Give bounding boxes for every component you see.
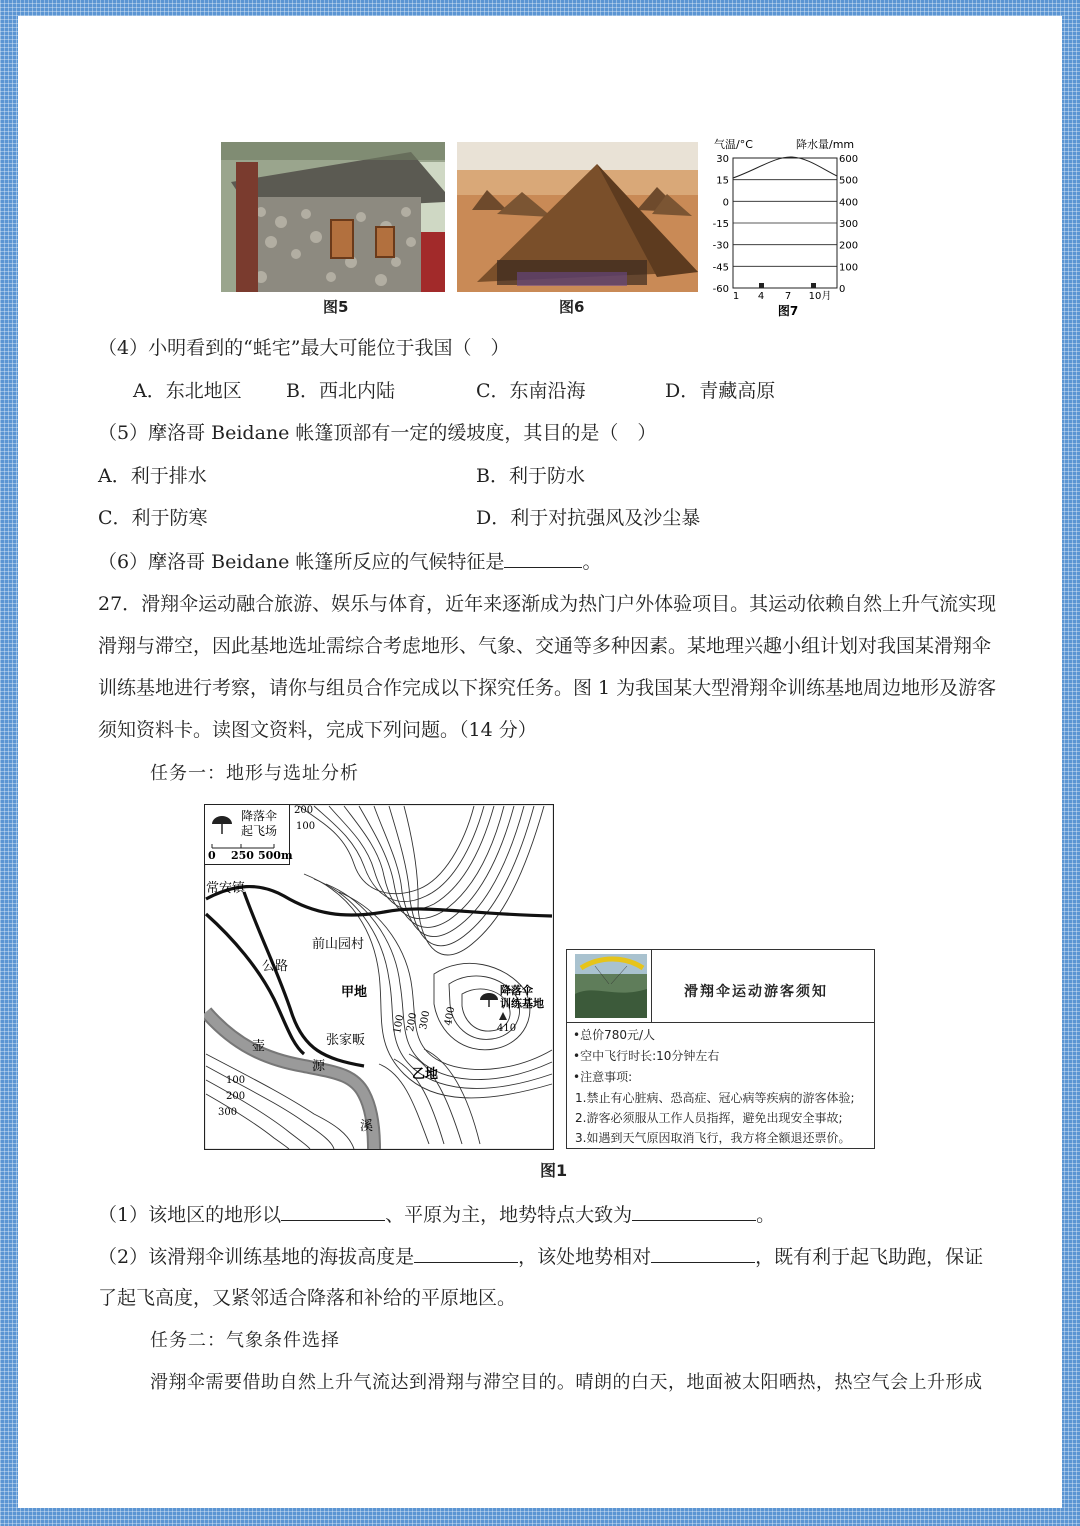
q4-option-d: D．青藏高原 — [665, 380, 776, 402]
notice-item-1: 1.禁止有心脏病、恐高症、冠心病等疾病的游客体验; — [575, 1091, 855, 1105]
q4-option-c: C．东南沿海 — [476, 380, 586, 402]
subq1-pre: （1）该地区的地形以 — [98, 1204, 282, 1226]
map-river-char-3: 溪 — [360, 1119, 374, 1134]
fig7-temp-tick: -60 — [712, 284, 729, 295]
q5-option-c: C．利于防寒 — [98, 507, 208, 529]
q5-option-a: A．利于排水 — [98, 465, 207, 487]
legend-name-1: 降落伞 — [241, 809, 278, 823]
subq2-post: ，既有利于起飞助跑，保证 — [755, 1246, 984, 1268]
legend-contour-100: 100 — [296, 821, 316, 832]
map-contour-mid-200: 200 — [405, 1011, 420, 1033]
subq1-mid: 、平原为主，地势特点大致为 — [385, 1204, 633, 1226]
fig6-caption: 图6 — [559, 298, 585, 316]
scale-250: 250 — [231, 849, 254, 862]
fig7-temp-label: 气温/°C — [714, 138, 753, 151]
legend-name-2: 起飞场 — [241, 824, 278, 838]
q5-option-d: D．利于对抗强风及沙尘暴 — [476, 507, 701, 529]
map-contour-100: 100 — [226, 1075, 246, 1086]
q27-line-4: 须知资料卡。读图文资料，完成下列问题。（14 分） — [98, 719, 537, 741]
fig7-temp-tick: -15 — [712, 219, 729, 230]
fig7-month-tick: 10月 — [808, 291, 832, 302]
notice-item-3: 3.如遇到天气原因取消飞行，我方将全额退还票价。 — [575, 1131, 851, 1145]
q4-option-a: A．东北地区 — [133, 380, 242, 402]
fig7-precip-tick: 400 — [839, 197, 859, 209]
map-yi-label: 乙地 — [412, 1067, 439, 1082]
map-jia-label: 甲地 — [341, 985, 368, 1000]
q6-line — [98, 549, 601, 574]
q5-stem: （5）摩洛哥 Beidane 帐篷顶部有一定的缓坡度，其目的是（ ） — [98, 422, 657, 444]
map-road-label: 公路 — [262, 959, 289, 974]
paraglider-photo — [575, 954, 647, 1018]
fig7-precip-tick: 600 — [839, 154, 859, 165]
subq2-blank-1[interactable] — [414, 1244, 518, 1263]
map-contour-200: 200 — [226, 1091, 246, 1102]
subq1-blank-1[interactable] — [281, 1202, 385, 1221]
subq1-blank-2[interactable] — [632, 1202, 756, 1221]
fig5-photo — [221, 142, 445, 292]
scale-500: 500m — [258, 849, 293, 862]
notice-price: •总价780元/人 — [573, 1028, 656, 1042]
fig7-temp-tick: 15 — [716, 175, 729, 187]
task2-text: 滑翔伞需要借助自然上升气流达到滑翔与滞空目的。晴朗的白天，地面被太阳晒热，热空气会上升形成 — [150, 1372, 983, 1393]
map-zhangjiafan-label: 张家畈 — [326, 1033, 366, 1048]
map-contour-mid-400: 400 — [443, 1005, 458, 1027]
fig7-month-tick: 1 — [732, 291, 740, 302]
fig7-precip-tick: 300 — [839, 219, 859, 230]
fig5-caption: 图5 — [323, 298, 349, 316]
task1-heading: 任务一：地形与选址分析 — [150, 763, 359, 784]
q6-end: 。 — [582, 551, 602, 573]
map-base-label-2: 训练基地 — [500, 997, 544, 1010]
map-contour-mid-300: 300 — [418, 1009, 433, 1031]
subq2-mid: ，该处地势相对 — [518, 1246, 652, 1268]
task2-heading: 任务二：气象条件选择 — [150, 1330, 340, 1351]
q27-line-2: 滑翔与滞空，因此基地选址需综合考虑地形、气象、交通等多种因素。某地理兴趣小组计划对我国某滑翔伞 — [98, 635, 992, 657]
fig7-precip-label: 降水量/mm — [796, 138, 855, 151]
notice-attention: •注意事项: — [573, 1070, 633, 1084]
subq1-line — [98, 1202, 775, 1227]
map-base-label-1: 降落伞 — [500, 984, 533, 997]
subq2-line-2: 了起飞高度，又紧邻适合降落和补给的平原地区。 — [98, 1287, 517, 1309]
subq2-pre: （2）该滑翔伞训练基地的海拔高度是 — [98, 1246, 415, 1268]
fig7-month-tick: 4 — [757, 291, 765, 302]
fig7-precip-tick: 100 — [839, 262, 859, 274]
q27-line-1: 27．滑翔伞运动融合旅游、娱乐与体育，近年来逐渐成为热门户外体验项目。其运动依赖自然上升气流实现 — [98, 593, 997, 615]
map-contour-mid-100: 100 — [392, 1013, 407, 1035]
q5-option-b: B．利于防水 — [476, 465, 585, 487]
map-village-label: 前山园村 — [312, 937, 365, 952]
map-river-char-1: 壶 — [252, 1039, 266, 1054]
map-contour-300: 300 — [218, 1107, 238, 1118]
fig7-temp-tick: -30 — [712, 240, 729, 252]
q4-stem: （4）小明看到的“蚝宅”最大可能位于我国（ ） — [98, 337, 510, 359]
terrain-map — [204, 804, 554, 1150]
fig6-photo — [457, 142, 698, 292]
fig7-temp-tick: 0 — [722, 197, 729, 209]
q6-answer-blank[interactable] — [504, 549, 582, 568]
subq1-end: 。 — [756, 1204, 776, 1226]
q4-option-b: B．西北内陆 — [286, 380, 395, 402]
notice-item-2: 2.游客必须服从工作人员指挥，避免出现安全事故; — [575, 1111, 843, 1125]
map-river-char-2: 源 — [312, 1059, 326, 1074]
fig7-climate-chart — [706, 136, 866, 321]
tourist-notice-card — [566, 949, 875, 1149]
map-caption: 图1 — [540, 1161, 568, 1180]
fig7-temp-tick: -45 — [712, 262, 729, 274]
q27-line-3: 训练基地进行考察，请你与组员合作完成以下探究任务。图 1 为我国某大型滑翔伞训练基地周边地形及游客 — [98, 677, 997, 699]
legend-contour-200: 200 — [294, 805, 314, 816]
subq2-line-1 — [98, 1244, 983, 1269]
fig7-precip-tick: 0 — [839, 284, 846, 295]
fig7-month-tick: 7 — [784, 291, 792, 302]
fig7-temp-tick: 30 — [716, 154, 729, 165]
map-elev-label: 410 — [497, 1023, 517, 1034]
fig7-precip-tick: 200 — [839, 240, 859, 252]
map-town-label: 常安镇 — [206, 881, 246, 896]
q6-stem: （6）摩洛哥 Beidane 帐篷所反应的气候特征是 — [98, 551, 505, 573]
notice-title: 滑翔伞运动游客须知 — [684, 984, 828, 1000]
notice-duration: •空中飞行时长:10分钟左右 — [573, 1049, 720, 1063]
fig7-caption: 图7 — [777, 304, 799, 318]
fig7-precip-tick: 500 — [839, 175, 859, 187]
subq2-blank-2[interactable] — [651, 1244, 755, 1263]
scale-0: 0 — [208, 849, 216, 862]
